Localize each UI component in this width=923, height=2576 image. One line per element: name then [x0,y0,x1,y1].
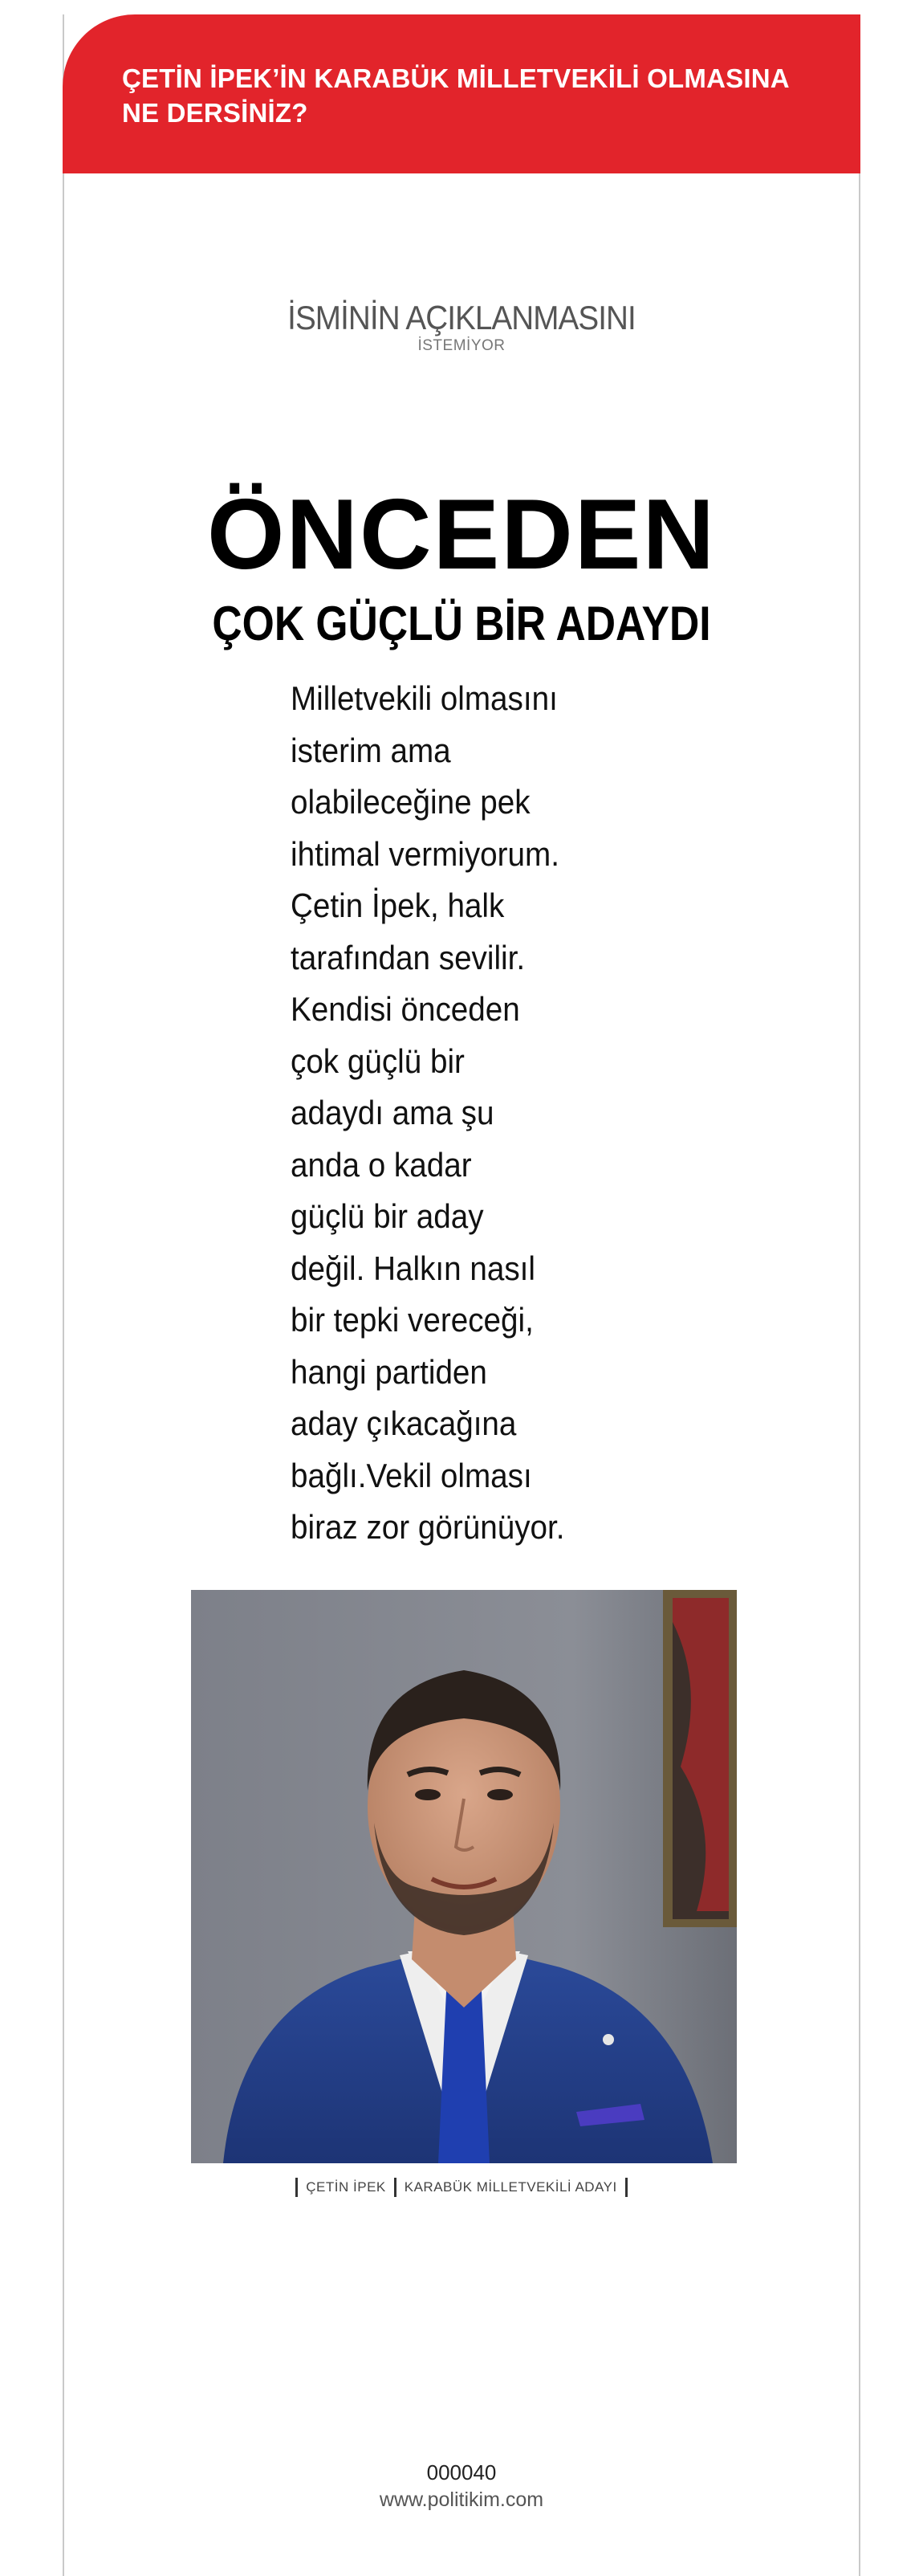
caption-divider [394,2178,396,2197]
answer-line: bağlı.Vekil olması [291,1456,532,1494]
photo-caption [0,2178,923,2197]
caption-divider [295,2178,298,2197]
answer-line: çok güçlü bir [291,1041,465,1080]
page-code: 000040 [426,2460,497,2484]
answer-line: bir tepki vereceği, [291,1301,534,1339]
answer-line: güçlü bir aday [291,1197,484,1235]
caption-name: ÇETİN İPEK [306,2179,386,2195]
answer-line: Çetin İpek, halk [291,887,505,924]
respondent-role: İSTEMİYOR [417,337,506,354]
answer-line: değil. Halkın nasıl [291,1249,535,1287]
portrait-illustration [191,1590,737,2163]
question-title [122,61,828,130]
answer-line: hangi partiden [291,1352,487,1391]
headline-main: ÖNCEDEN [206,479,717,590]
site-url: www.politikim.com [379,2488,544,2511]
answer-line: aday çıkacağına [291,1404,517,1442]
answer-line: ihtimal vermiyorum. [291,834,559,873]
answer-line: tarafından sevilir. [291,938,526,976]
question-title-line2: NE DERSİNİZ? [122,98,308,128]
caption-divider [625,2178,628,2197]
answer-line: anda o kadar [291,1145,472,1184]
headline-sub: ÇOK GÜÇLÜ BİR ADAYDI [212,597,711,650]
caption-title: KARABÜK MİLLETVEKİLİ ADAYI [404,2179,617,2195]
question-header [63,14,860,173]
answer-line: biraz zor görünüyor. [291,1508,565,1546]
answer-line: olabileceğine pek [291,783,531,821]
page-footer [0,2459,923,2513]
portrait-photo [191,1590,737,2163]
answer-line: Kendisi önceden [291,990,520,1028]
respondent-name: İSMİNİN AÇIKLANMASINI [287,299,636,336]
answer-line: adaydı ama şu [291,1094,494,1131]
answer-line: isterim ama [291,731,451,769]
answer-text [291,673,628,1554]
respondent-block [0,299,923,355]
question-title-line1: ÇETİN İPEK’İN KARABÜK MİLLETVEKİLİ OLMASINA [122,63,790,93]
answer-line: Milletvekili olmasını [291,679,558,717]
